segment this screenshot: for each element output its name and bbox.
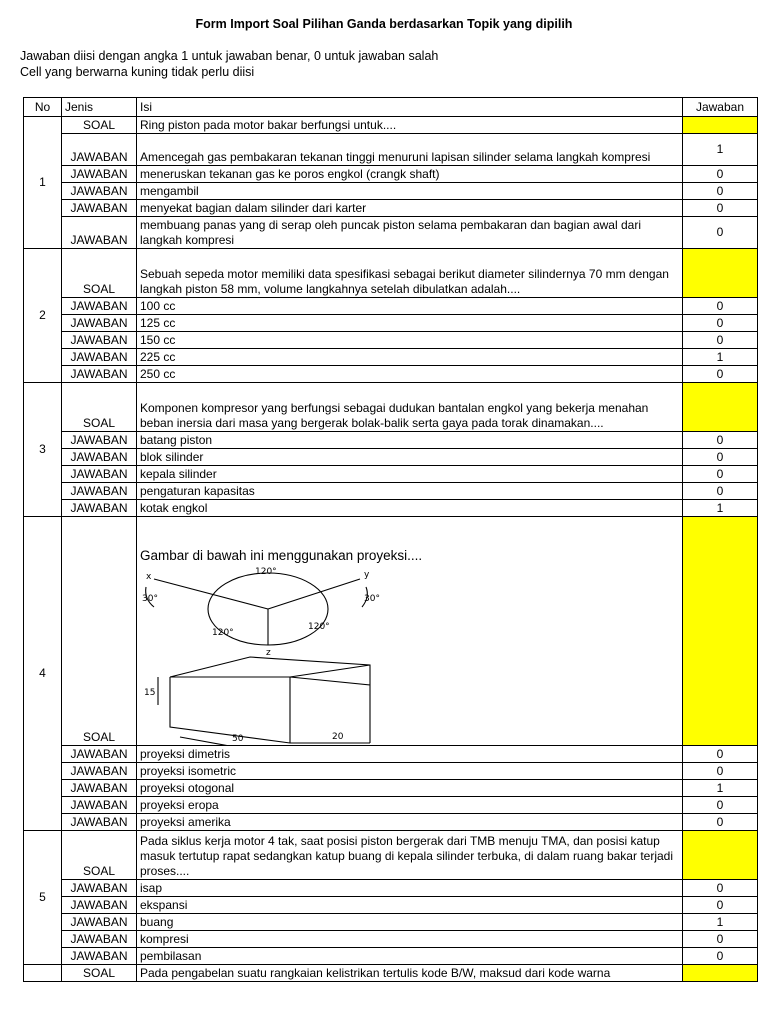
axis-line-y [268,579,360,609]
answer-text[interactable]: pembilasan [137,948,683,965]
answer-value[interactable]: 0 [683,897,758,914]
answer-text[interactable]: mengambil [137,183,683,200]
question-text[interactable]: Komponen kompresor yang berfungsi sebagai dudukan bantalan engkol yang bekerja menahan beban inersia dari masa yang bergerak bolak-balik serta gaya pada torak dinamakan.... [137,383,683,432]
table-row [24,797,758,814]
answer-value[interactable]: 1 [683,349,758,366]
answer-text[interactable]: kompresi [137,931,683,948]
table-row [24,200,758,217]
table-row [24,914,758,931]
answer-text[interactable]: ekspansi [137,897,683,914]
answer-value[interactable]: 0 [683,432,758,449]
answer-value[interactable]: 0 [683,332,758,349]
table-row [24,948,758,965]
answer-text[interactable]: proyeksi dimetris [137,746,683,763]
answer-text[interactable]: menyekat bagian dalam silinder dari karter [137,200,683,217]
table-row [24,880,758,897]
table-row [24,831,758,880]
question-number: 2 [24,249,62,383]
answer-value[interactable]: 0 [683,931,758,948]
table-row [24,315,758,332]
table-row [24,763,758,780]
page-title: Form Import Soal Pilihan Ganda berdasarkan Topik yang dipilih [195,17,573,31]
answer-text[interactable]: Amencegah gas pembakaran tekanan tinggi menuruni lapisan silinder selama langkah kompresi [137,134,683,166]
type-label: SOAL [62,965,137,982]
question-text[interactable]: Pada pengabelan suatu rangkaian kelistrikan tertulis kode B/W, maksud dari kode warna [137,965,683,982]
question-text[interactable]: Sebuah sepeda motor memiliki data spesifikasi sebagai berikut diameter silindernya 70 mm dengan langkah piston 58 mm, volume langkahnya setelah dibulatkan adalah.... [137,249,683,298]
type-label: SOAL [62,383,137,432]
table-row [24,897,758,914]
table-row [24,965,758,982]
header-isi: Isi [137,98,683,117]
answer-text[interactable]: proyeksi otogonal [137,780,683,797]
type-label: JAWABAN [62,432,137,449]
answer-value[interactable]: 0 [683,217,758,249]
answer-text[interactable]: isap [137,880,683,897]
table-row [24,383,758,432]
answer-value[interactable]: 0 [683,200,758,217]
label-angle-right: 30° [364,594,380,604]
question-text[interactable]: Pada siklus kerja motor 4 tak, saat posisi piston bergerak dari TMB menuju TMA, dan posisi katup masuk tertutup rapat sedangkan katup buang di kepala silinder terbuka, di dalam ruang bakar terjadi proses.... [137,831,683,880]
type-label: SOAL [62,517,137,746]
table-row [24,349,758,366]
answer-value[interactable]: 0 [683,466,758,483]
answer-value[interactable]: 0 [683,366,758,383]
answer-text[interactable]: 225 cc [137,349,683,366]
instruction-note: Cell yang berwarna kuning tidak perlu diisi [20,65,255,79]
table-row [24,746,758,763]
answer-cell-disabled [683,383,758,432]
type-label: SOAL [62,249,137,298]
instruction-note: Jawaban diisi dengan angka 1 untuk jawaban benar, 0 untuk jawaban salah [20,49,439,63]
answer-cell-disabled [683,831,758,880]
question-table [23,97,758,982]
answer-value[interactable]: 0 [683,298,758,315]
answer-text[interactable]: pengaturan kapasitas [137,483,683,500]
answer-value[interactable]: 0 [683,315,758,332]
answer-value[interactable]: 0 [683,483,758,500]
table-header-row [24,98,758,117]
answer-text[interactable]: 250 cc [137,366,683,383]
type-label: JAWABAN [62,217,137,249]
label-axis-x: x [146,572,152,582]
answer-value[interactable]: 1 [683,780,758,797]
type-label: JAWABAN [62,948,137,965]
question-cell-with-figure[interactable] [137,517,683,746]
question-number: 4 [24,517,62,831]
table-row [24,366,758,383]
table-row [24,166,758,183]
table-row [24,517,758,746]
table-row [24,249,758,298]
type-label: JAWABAN [62,134,137,166]
answer-cell-disabled [683,965,758,982]
table-row [24,117,758,134]
type-label: JAWABAN [62,763,137,780]
answer-value[interactable]: 1 [683,134,758,166]
type-label: JAWABAN [62,315,137,332]
answer-text[interactable]: proyeksi eropa [137,797,683,814]
answer-value[interactable]: 0 [683,880,758,897]
answer-value[interactable]: 0 [683,814,758,831]
table-row [24,814,758,831]
type-label: JAWABAN [62,931,137,948]
header-jawaban: Jawaban [683,98,758,117]
table-row [24,134,758,166]
answer-text[interactable]: membuang panas yang di serap oleh puncak piston selama pembakaran dan bagian awal dari langkah kompresi [137,217,683,249]
answer-value[interactable]: 0 [683,797,758,814]
label-axis-y: y [364,570,370,580]
label-angle-br: 120° [308,622,330,632]
answer-text[interactable]: blok silinder [137,449,683,466]
answer-text[interactable]: batang piston [137,432,683,449]
answer-value[interactable]: 0 [683,763,758,780]
type-label: JAWABAN [62,780,137,797]
label-angle-bl: 120° [212,628,234,638]
type-label: JAWABAN [62,332,137,349]
answer-text[interactable]: buang [137,914,683,931]
type-label: JAWABAN [62,880,137,897]
answer-cell-disabled [683,117,758,134]
question-number: 3 [24,383,62,517]
answer-value[interactable]: 0 [683,449,758,466]
type-label: SOAL [62,117,137,134]
answer-text[interactable]: proyeksi amerika [137,814,683,831]
label-dim-height: 15 [144,688,156,698]
box-outline [170,657,370,743]
answer-value[interactable]: 0 [683,948,758,965]
question-number: 5 [24,831,62,965]
answer-cell-disabled [683,249,758,298]
table-row [24,183,758,200]
answer-value[interactable]: 0 [683,183,758,200]
type-label: JAWABAN [62,298,137,315]
table-row [24,332,758,349]
table-row [24,217,758,249]
type-label: JAWABAN [62,449,137,466]
table-row [24,432,758,449]
label-axis-z: z [266,648,271,658]
axis-line-x [154,579,268,609]
answer-text[interactable]: 100 cc [137,298,683,315]
projection-figure [140,565,380,745]
type-label: JAWABAN [62,200,137,217]
answer-text[interactable]: 150 cc [137,332,683,349]
table-row [24,449,758,466]
answer-text[interactable]: proyeksi isometric [137,763,683,780]
answer-text[interactable]: kotak engkol [137,500,683,517]
answer-text[interactable]: kepala silinder [137,466,683,483]
label-angle-left: 30° [142,594,158,604]
answer-value[interactable]: 0 [683,746,758,763]
type-label: JAWABAN [62,483,137,500]
type-label: JAWABAN [62,914,137,931]
table-row [24,931,758,948]
label-angle-top: 120° [255,567,277,577]
question-number: 1 [24,117,62,249]
table-row [24,298,758,315]
header-no: No [24,98,62,117]
question-number [24,965,62,982]
type-label: JAWABAN [62,466,137,483]
table-row [24,466,758,483]
table-row [24,780,758,797]
table-row [24,483,758,500]
answer-cell-disabled [683,517,758,746]
question-text[interactable]: Ring piston pada motor bakar berfungsi untuk.... [137,117,683,134]
answer-text[interactable]: meneruskan tekanan gas ke poros engkol (crangk shaft) [137,166,683,183]
answer-value[interactable]: 1 [683,914,758,931]
answer-text[interactable]: 125 cc [137,315,683,332]
question-text: Gambar di bawah ini menggunakan proyeksi.... [140,548,423,563]
type-label: JAWABAN [62,366,137,383]
header-jenis: Jenis [62,98,137,117]
type-label: SOAL [62,831,137,880]
type-label: JAWABAN [62,746,137,763]
label-dim-length: 50 [232,734,244,744]
table-row [24,500,758,517]
type-label: JAWABAN [62,814,137,831]
type-label: JAWABAN [62,349,137,366]
type-label: JAWABAN [62,897,137,914]
answer-value[interactable]: 1 [683,500,758,517]
type-label: JAWABAN [62,500,137,517]
label-dim-width: 20 [332,732,344,742]
answer-value[interactable]: 0 [683,166,758,183]
type-label: JAWABAN [62,183,137,200]
type-label: JAWABAN [62,797,137,814]
type-label: JAWABAN [62,166,137,183]
